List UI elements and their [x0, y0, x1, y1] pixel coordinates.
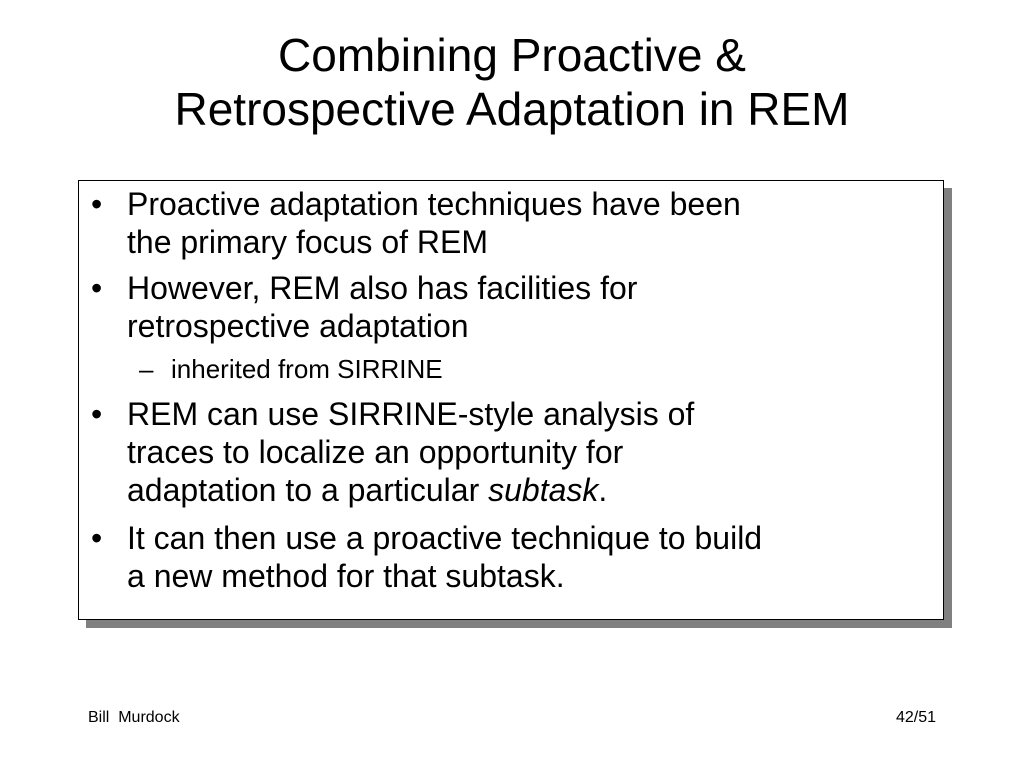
bullet-line: a new method for that subtask. [127, 558, 565, 594]
slide-title [0, 28, 1024, 136]
emphasis-subtask: subtask [488, 472, 599, 508]
bullet-item [91, 269, 921, 345]
bullet-item [91, 185, 921, 261]
bullet-text [127, 185, 921, 261]
bullet-text [127, 269, 921, 345]
footer-page-number: 42/51 [895, 709, 936, 726]
bullet-marker: • [91, 396, 103, 432]
bullet-line: Proactive adaptation techniques have been [127, 186, 741, 222]
slide-title-line-2: Retrospective Adaptation in REM [174, 83, 850, 135]
bullet-marker: • [91, 520, 103, 556]
bullet-marker: • [91, 186, 103, 222]
bullet-line: REM can use SIRRINE-style analysis of [127, 396, 695, 432]
bullet-line: It can then use a proactive technique to build [127, 520, 763, 556]
bullet-line-suffix: . [598, 472, 608, 508]
bullet-text [127, 395, 921, 509]
footer-author: Bill Murdock [88, 709, 180, 726]
sub-bullet-text: inherited from SIRRINE [171, 354, 443, 384]
bullet-line: traces to localize an opportunity for [127, 434, 624, 470]
bullet-text [127, 519, 921, 595]
bullet-line: the primary focus of REM [127, 224, 488, 260]
sub-bullet-item [139, 353, 899, 385]
content-box [78, 180, 944, 620]
bullet-item [91, 395, 921, 509]
bullet-line: However, REM also has facilities for [127, 270, 638, 306]
bullet-line-prefix: adaptation to a particular [127, 472, 489, 508]
bullet-line [127, 471, 921, 509]
bullet-line: retrospective adaptation [127, 308, 469, 344]
slide-title-line-1: Combining Proactive & [278, 29, 746, 81]
bullet-item [91, 519, 921, 595]
bullet-marker: • [91, 270, 103, 306]
sub-bullet-marker: – [139, 354, 154, 384]
